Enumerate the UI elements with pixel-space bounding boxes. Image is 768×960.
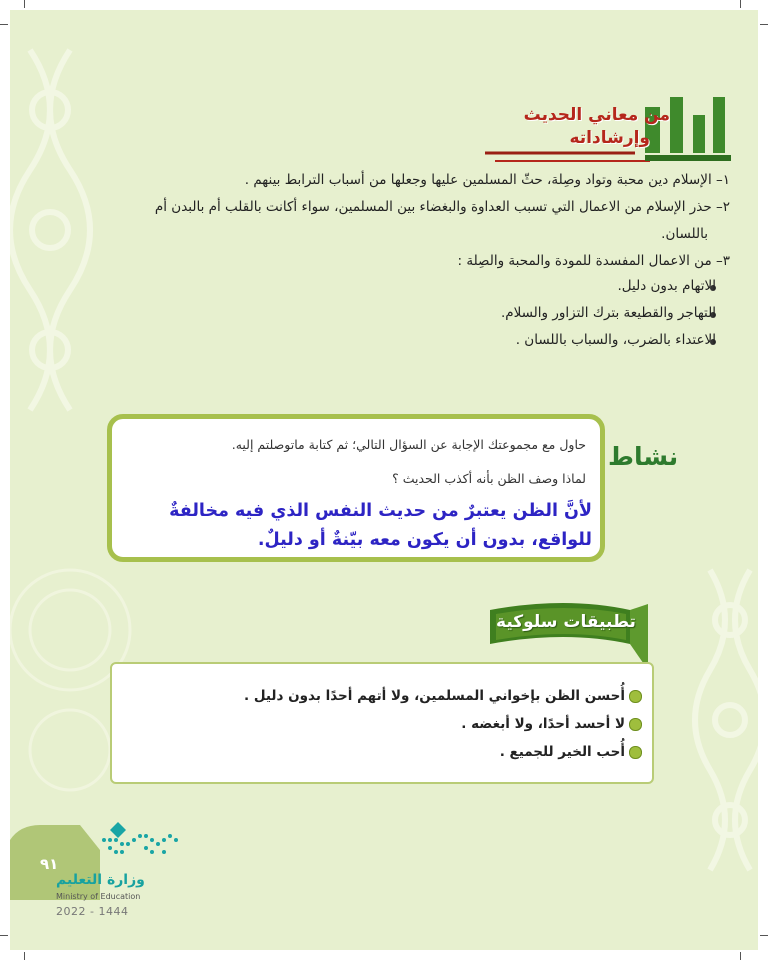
leaf-bullet-icon <box>629 690 642 703</box>
edition-year: 2022 - 1444 <box>56 905 129 918</box>
ministry-logo-icon <box>98 830 188 870</box>
bullet-item-2: التهاجر والقطيعة بترك التزاور والسلام. <box>500 305 716 321</box>
page-number: ٩١ <box>40 855 59 873</box>
behavioral-banner-icon <box>480 600 652 670</box>
leaf-bullet-icon <box>629 718 642 731</box>
ministry-name-en: Ministry of Education <box>56 892 141 901</box>
activity-question: لماذا وصف الظن بأنه أكذب الحديث ؟ <box>392 471 586 486</box>
behavioral-box <box>110 662 654 784</box>
section-title-ornament <box>485 95 735 170</box>
crop-mark <box>760 24 768 25</box>
behavioral-item-2 <box>461 716 642 732</box>
ministry-name-ar: وزارة التعليم <box>56 872 145 888</box>
crop-mark <box>740 952 741 960</box>
crop-mark <box>740 0 741 8</box>
behavioral-item-text: أُحب الخير للجميع . <box>499 744 625 760</box>
leaf-bullet-icon <box>629 746 642 759</box>
point-2-continued: باللسان. <box>661 226 708 242</box>
point-1: ١– الإسلام دين محبة وتواد وصِلة، حثّ المسلمين عليها وجعلها من أسباب الترابط بينهم . <box>244 172 730 188</box>
crop-mark <box>0 24 8 25</box>
bullet-item-3: الاعتداء بالضرب، والسباب باللسان . <box>515 332 716 348</box>
behavioral-item-text: لا أحسد أحدًا، ولا أبغضه . <box>461 716 625 732</box>
point-2: ٢– حذر الإسلام من الاعمال التي تسبب العداوة والبغضاء بين المسلمين، سواء أكانت بالقلب أم بالبدن أم <box>154 199 730 215</box>
textbook-page <box>10 10 758 950</box>
activity-instruction: حاول مع مجموعتك الإجابة عن السؤال التالي؛ ثم كتابة ماتوصلتم إليه. <box>231 437 586 452</box>
crop-mark <box>760 935 768 936</box>
crop-mark <box>0 935 8 936</box>
point-3: ٣– من الاعمال المفسدة للمودة والمحبة والصِلة : <box>457 253 730 269</box>
behavioral-item-3 <box>500 744 642 760</box>
section-title-line1: من معاني الحديث <box>523 105 670 125</box>
behavioral-item-text: أُحسن الظن بإخواني المسلمين، ولا أتهم أحدًا بدون دليل . <box>244 688 625 704</box>
behavioral-title: تطبيقات سلوكية <box>496 612 636 632</box>
activity-box <box>107 414 605 562</box>
activity-answer: لأنَّ الظن يعتبرٌ من حديث النفس الذي فيه مخالفةٌ للواقع، بدون أن يكون معه بيّنةٌ أو دليلٌ. <box>169 501 592 550</box>
crop-mark <box>24 952 25 960</box>
behavioral-item-1 <box>244 688 642 704</box>
crop-mark <box>24 0 25 8</box>
bullet-item-1: الاتهام بدون دليل. <box>617 278 716 294</box>
section-title-line2: وإرشاداته <box>569 128 650 148</box>
activity-label: نشاط <box>608 442 679 471</box>
